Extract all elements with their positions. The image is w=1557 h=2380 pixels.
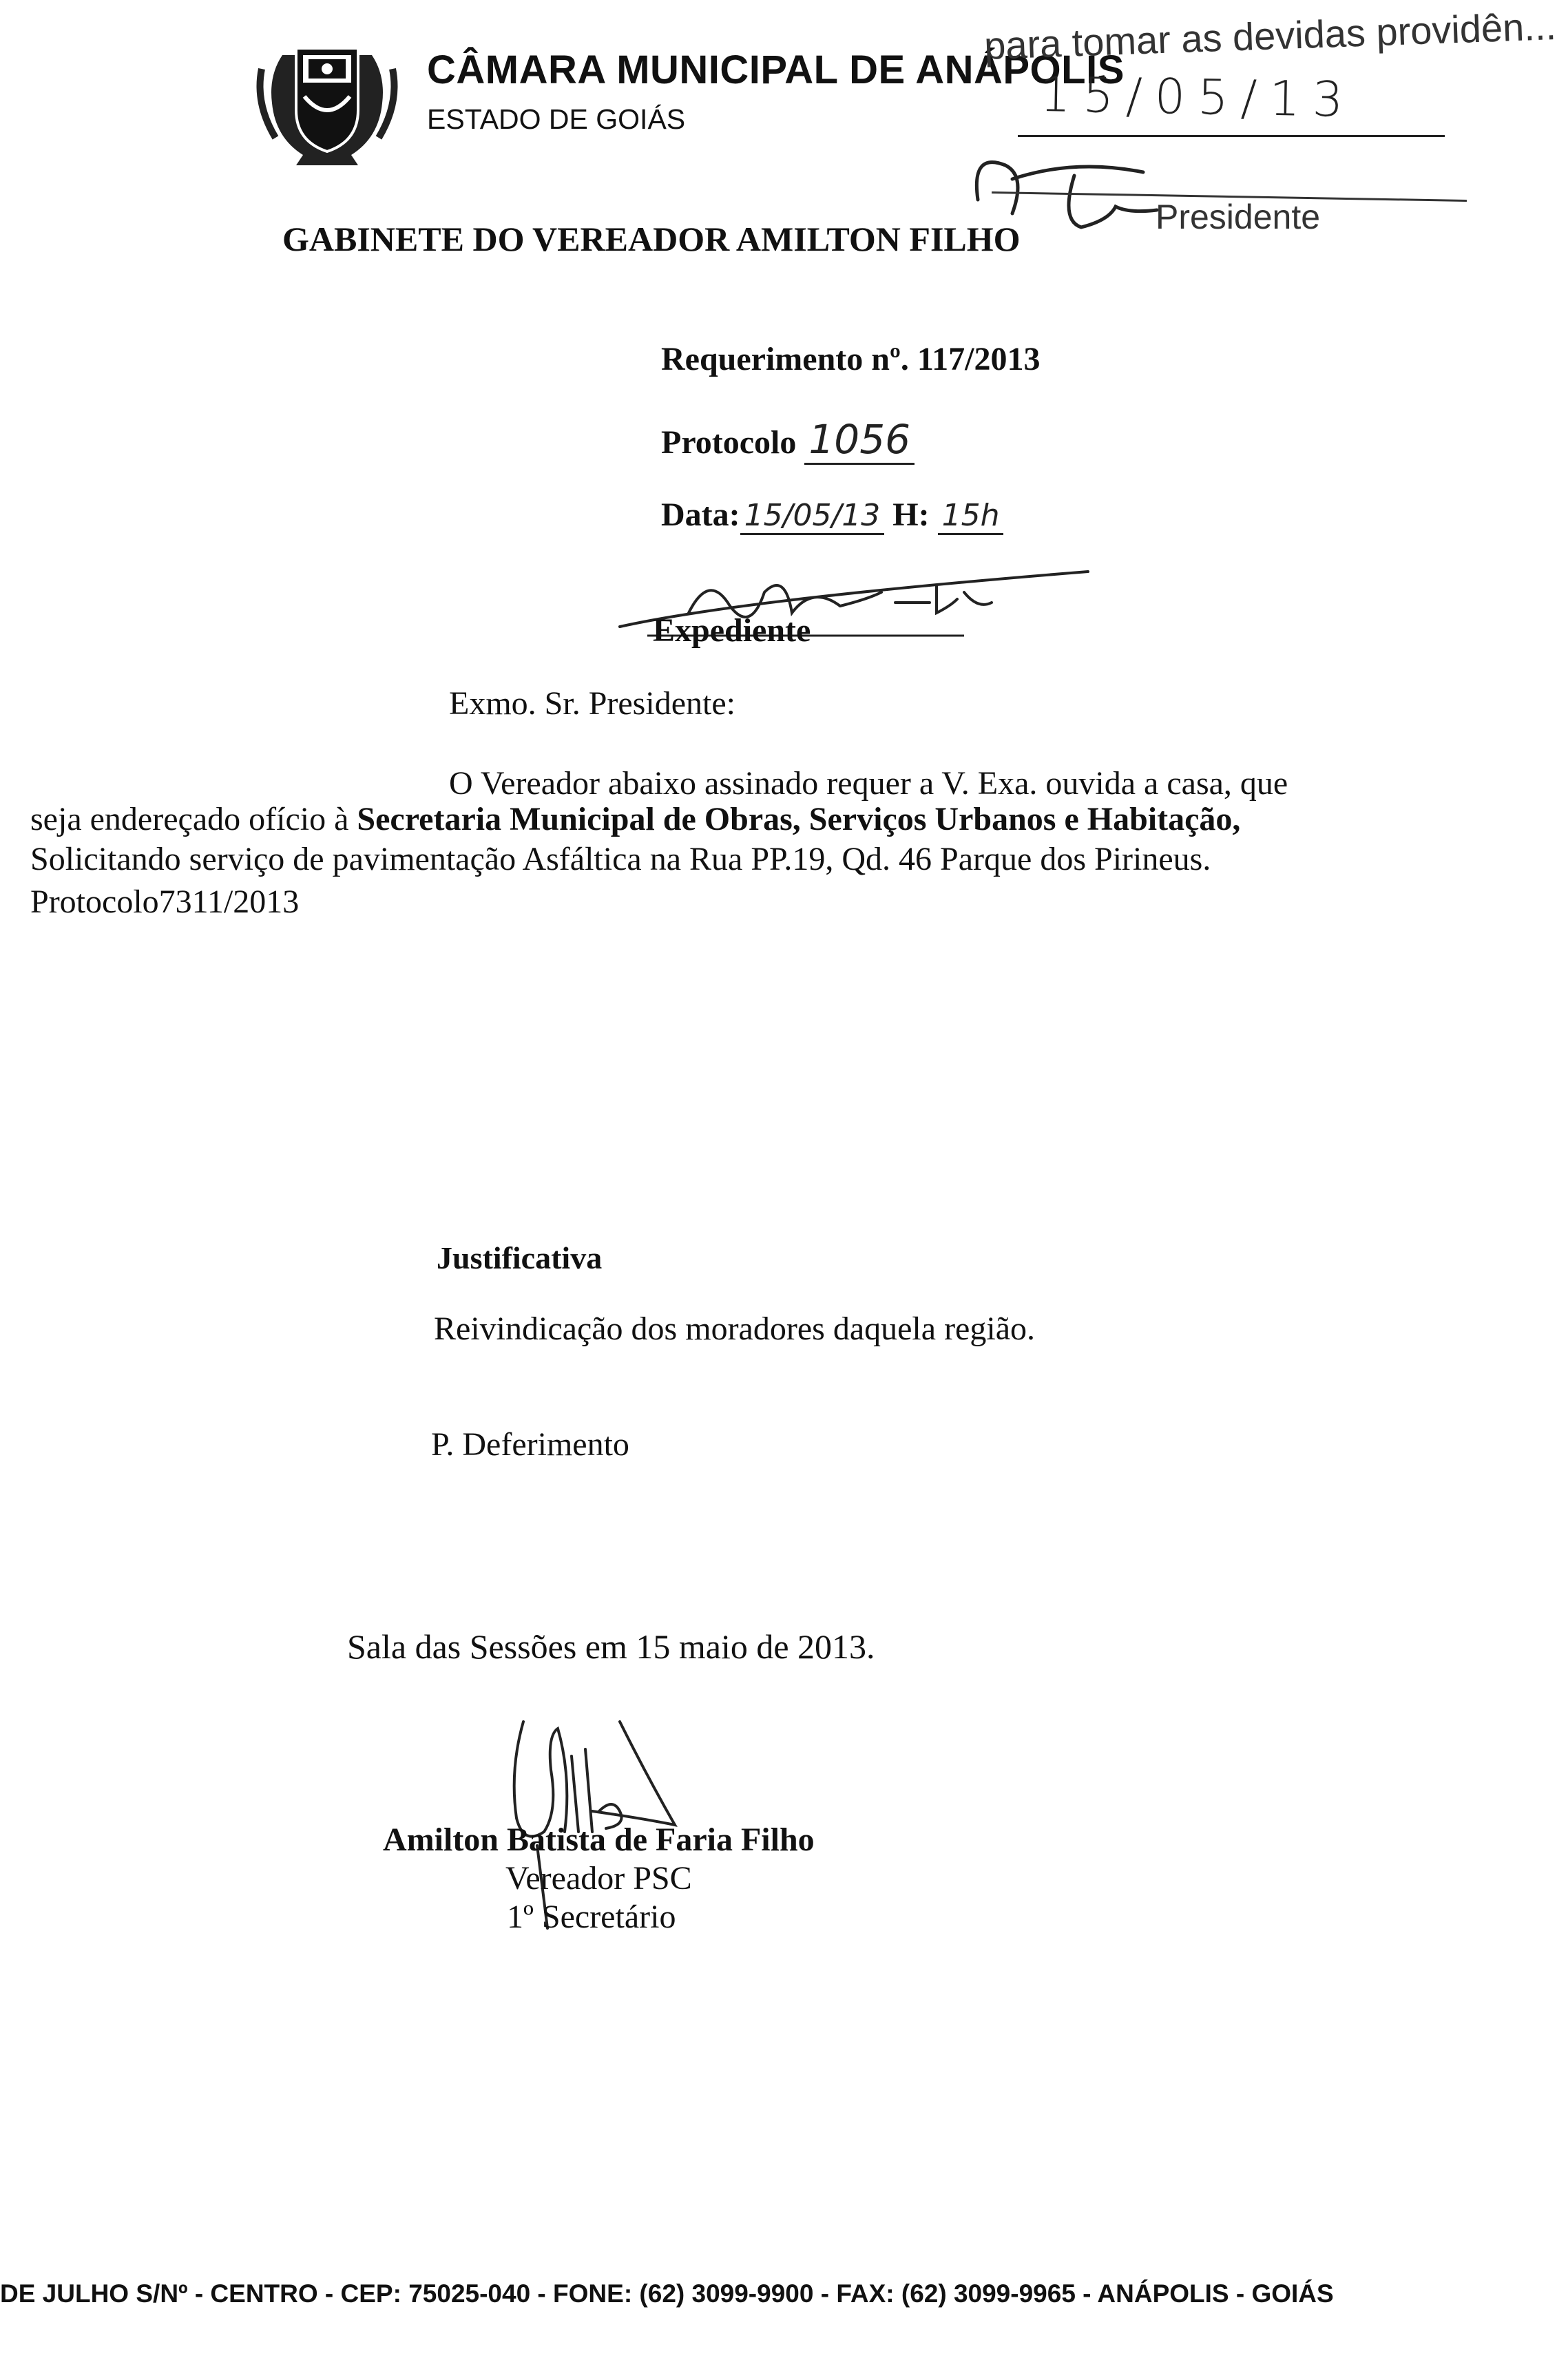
stamp-date: 15/05/13	[1039, 66, 1357, 128]
org-state: ESTADO DE GOIÁS	[427, 103, 686, 135]
footer-address: DE JULHO S/Nº - CENTRO - CEP: 75025-040 - FONE: (62) 3099-9900 - FAX: (62) 3099-9965 - ANÁPOLIS - GOIÁS	[0, 2279, 1334, 2308]
salutation: Exmo. Sr. Presidente:	[449, 685, 735, 722]
hour-label: H:	[892, 497, 930, 533]
stamp-date-line	[1018, 135, 1445, 137]
deferimento: P. Deferimento	[431, 1426, 629, 1463]
signer-office: 1º Secretário	[507, 1899, 676, 1935]
org-name: CÂMARA MUNICIPAL DE ANÁPOLIS	[427, 48, 1125, 92]
protocol-value: 1056	[804, 416, 915, 465]
justification-title: Justificativa	[437, 1240, 603, 1275]
paragraph-line-2	[30, 800, 1240, 838]
secretaria-name: Secretaria Municipal de Obras, Serviços Urbanos e Habitação,	[357, 801, 1241, 837]
hour-value: 15h	[938, 498, 1004, 535]
date-row	[661, 496, 1003, 535]
protocol-label: Protocolo	[661, 424, 797, 461]
stamp-role: Presidente	[1156, 198, 1321, 236]
request-number: Requerimento nº. 117/2013	[661, 341, 1041, 377]
paragraph-line-3: Solicitando serviço de pavimentação Asfáltica na Rua PP.19, Qd. 46 Parque dos Pirineus.	[30, 841, 1211, 877]
paragraph-line-2-start: seja endereçado ofício à	[30, 801, 357, 837]
justification-text: Reivindicação dos moradores daquela região.	[434, 1311, 1035, 1347]
signer-role: Vereador PSC	[505, 1860, 692, 1897]
cabinet-title: GABINETE DO VEREADOR AMILTON FILHO	[282, 220, 1021, 258]
date-label: Data:	[661, 497, 740, 533]
session-date: Sala das Sessões em 15 maio de 2013.	[347, 1627, 875, 1666]
stamp-text: para tomar as devidas providên...	[983, 3, 1557, 67]
protocol-row	[661, 416, 915, 465]
date-value: 15/05/13	[740, 498, 885, 535]
paragraph-line-1: O Vereador abaixo assinado requer a V. Exa. ouvida a casa, que	[449, 765, 1288, 802]
expediente-label: Expediente	[653, 612, 811, 649]
signer-name: Amilton Batista de Faria Filho	[383, 1821, 815, 1858]
paragraph-line-4: Protocolo7311/2013	[30, 884, 300, 920]
coat-of-arms-icon	[255, 28, 399, 165]
